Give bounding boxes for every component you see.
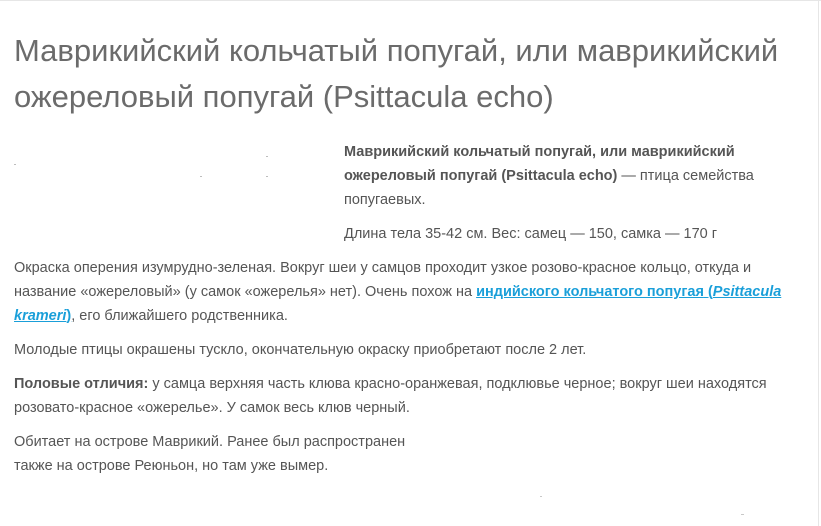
image-artifact (14, 164, 16, 165)
species-name: Маврикийский кольчатый попугай, или маврикийский ожереловый попугай (Psittacula echo) (344, 144, 735, 184)
image-artifact (266, 176, 268, 177)
habitat-line-2: также на острове Реюньон, но там уже вымер. (14, 458, 329, 474)
image-artifact (741, 514, 744, 515)
lead-block (14, 140, 804, 256)
parrot-image-placeholder (14, 140, 324, 200)
young-birds-paragraph: Молодые птицы окрашены тускло, окончательную окраску приобретают после 2 лет. (14, 342, 587, 358)
species-description: — птица семейства попугаевых. (344, 168, 754, 208)
link-paren-open: ( (707, 284, 713, 300)
link-text: индийского кольчатого попугая (476, 284, 704, 300)
article-title: Маврикийский кольчатый попугай, или маврикийский ожереловый попугай (Psittacula echo) (14, 33, 779, 114)
top-border (0, 0, 821, 1)
image-artifact (540, 496, 542, 497)
habitat-paragraph (14, 430, 804, 478)
image-artifact (200, 176, 202, 177)
image-artifact (266, 156, 268, 157)
coloring-text-end: , его ближайшего родственника. (71, 308, 288, 324)
sex-differences-text: у самца верхняя часть клюва красно-оранжевая, подклювье черное; вокруг шеи находятся розовато-красное «ожерелье». У самок весь клюв черный. (14, 376, 767, 416)
coloring-text: Окраска оперения изумрудно-зеленая. Вокруг шеи у самцов проходит узкое розово-красное кольцо, откуда и название «ожереловый» (у самок «ожерелья» нет). Очень похож на (14, 260, 752, 300)
link-paren-close: ) (66, 308, 72, 324)
right-border (818, 0, 819, 526)
size-weight: Длина тела 35-42 см. Вес: самец — 150, самка — 170 г (344, 226, 718, 242)
article (14, 28, 804, 488)
lead-text (344, 140, 804, 256)
coloring-paragraph (14, 256, 804, 328)
lead-paragraph (344, 140, 804, 212)
sex-differences-paragraph (14, 372, 804, 420)
link-latin-name: Psittacula krameri (14, 284, 782, 324)
sex-differences-label: Половые отличия: (14, 376, 149, 392)
habitat-line-1: Обитает на острове Маврикий. Ранее был распространен (14, 434, 406, 450)
